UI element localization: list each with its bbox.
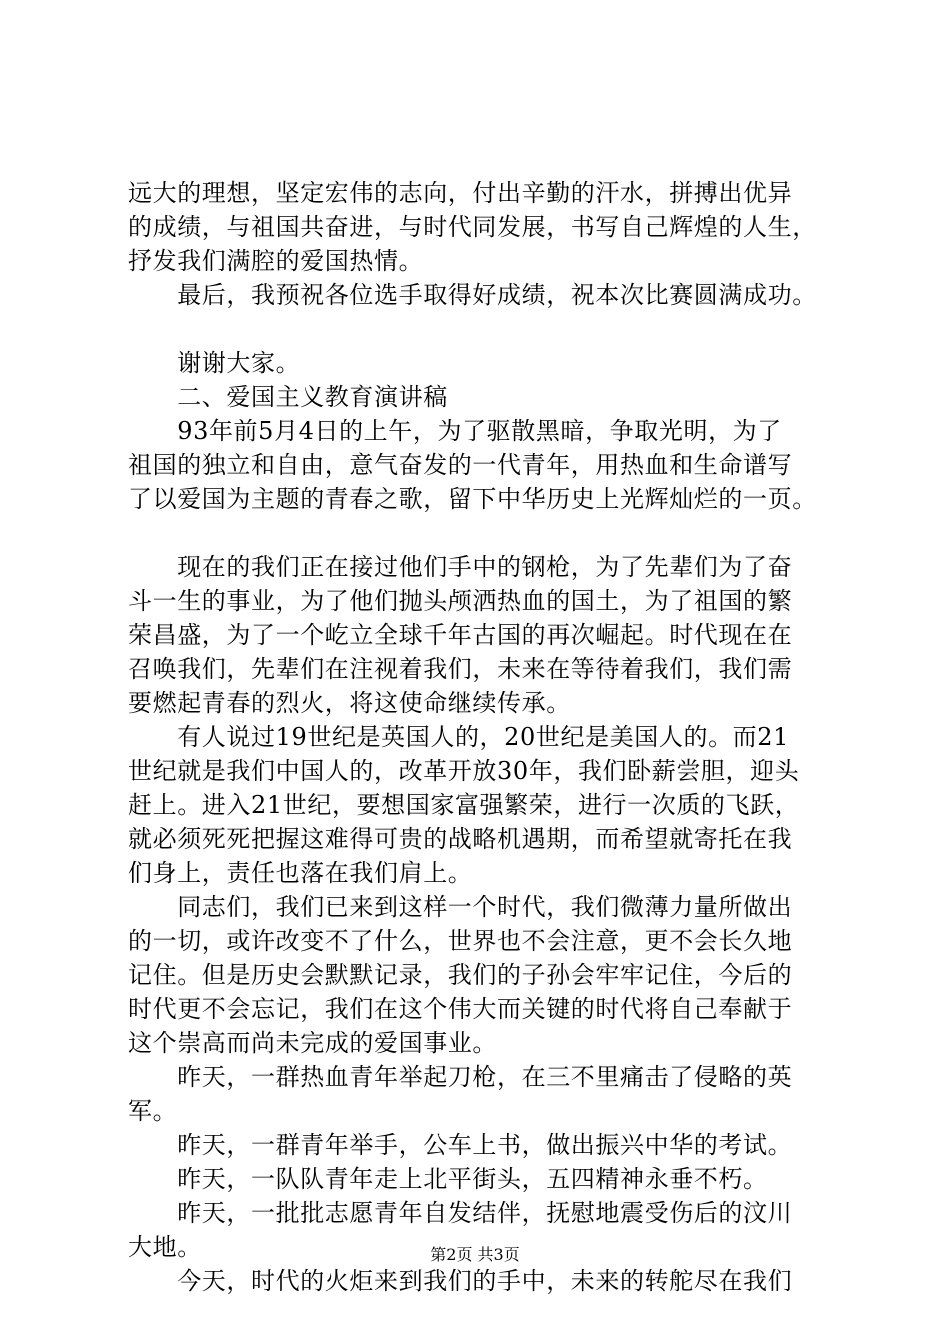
text-line: 93年前5月4日的上午，为了驱散黑暗，争取光明，为了 xyxy=(128,417,782,445)
text-line: 祖国的独立和自由，意气奋发的一代青年，用热血和生命谱写 xyxy=(128,451,793,479)
text-line: 今天，时代的火炬来到我们的手中，未来的转舵尽在我们 xyxy=(128,1267,793,1295)
text-line: 记住。但是历史会默默记录，我们的子孙会牢牢记住，今后的 xyxy=(128,961,793,989)
paragraph-gap xyxy=(128,516,840,550)
text-line: 同志们，我们已来到这样一个时代，我们微薄力量所做出 xyxy=(128,893,793,921)
text-line: 远大的理想，坚定宏伟的志向，付出辛勤的汗水，拼搏出优异 xyxy=(128,179,793,207)
text-line: 昨天，一队队青年走上北平街头，五四精神永垂不朽。 xyxy=(128,1165,768,1193)
text-line: 赶上。进入21世纪，要想国家富强繁荣，进行一次质的飞跃， xyxy=(128,791,800,819)
text-line: 召唤我们，先辈们在注视着我们，未来在等待着我们，我们需 xyxy=(128,655,793,683)
text-line: 斗一生的事业，为了他们抛头颅洒热血的国土，为了祖国的繁 xyxy=(128,587,793,615)
text-line: 大地。 xyxy=(128,1233,202,1261)
text-line: 们身上，责任也落在我们肩上。 xyxy=(128,859,473,887)
text-line: 有人说过19世纪是英国人的，20世纪是美国人的。而21 xyxy=(128,723,790,751)
text-line: 时代更不会忘记，我们在这个伟大而关键的时代将自己奉献于 xyxy=(128,995,793,1023)
speech-body-text xyxy=(128,176,840,1298)
text-line: 军。 xyxy=(128,1097,178,1125)
text-line: 荣昌盛，为了一个屹立全球千年古国的再次崛起。时代现在在 xyxy=(128,621,793,649)
text-line: 谢谢大家。 xyxy=(128,349,301,377)
text-line: 就必须死死把握这难得可贵的战略机遇期，而希望就寄托在我 xyxy=(128,825,793,853)
page-number-footer: 第2页 共3页 xyxy=(430,1245,520,1264)
text-line: 了以爱国为主题的青春之歌，留下中华历史上光辉灿烂的一页。 xyxy=(128,485,817,513)
text-line: 昨天，一群热血青年举起刀枪，在三不里痛击了侵略的英 xyxy=(128,1063,793,1091)
text-line: 最后，我预祝各位选手取得好成绩，祝本次比赛圆满成功。 xyxy=(128,281,817,309)
text-line: 世纪就是我们中国人的，改革开放30年，我们卧薪尝胆，迎头 xyxy=(128,757,800,785)
text-line: 要燃起青春的烈火，将这使命继续传承。 xyxy=(128,689,571,717)
text-line: 昨天，一批批志愿青年自发结伴，抚慰地震受伤后的汶川 xyxy=(128,1199,793,1227)
text-line: 的成绩，与祖国共奋进，与时代同发展，书写自己辉煌的人生， xyxy=(128,213,817,241)
paragraph-gap xyxy=(128,312,840,346)
text-line: 现在的我们正在接过他们手中的钢枪，为了先辈们为了奋 xyxy=(128,553,793,581)
text-line: 昨天，一群青年举手，公车上书，做出振兴中华的考试。 xyxy=(128,1131,793,1159)
text-line: 这个崇高而尚未完成的爱国事业。 xyxy=(128,1029,497,1057)
section-heading: 二、爱国主义教育演讲稿 xyxy=(128,383,448,411)
text-line: 的一切，或许改变不了什么，世界也不会注意，更不会长久地 xyxy=(128,927,793,955)
text-line: 抒发我们满腔的爱国热情。 xyxy=(128,247,424,275)
